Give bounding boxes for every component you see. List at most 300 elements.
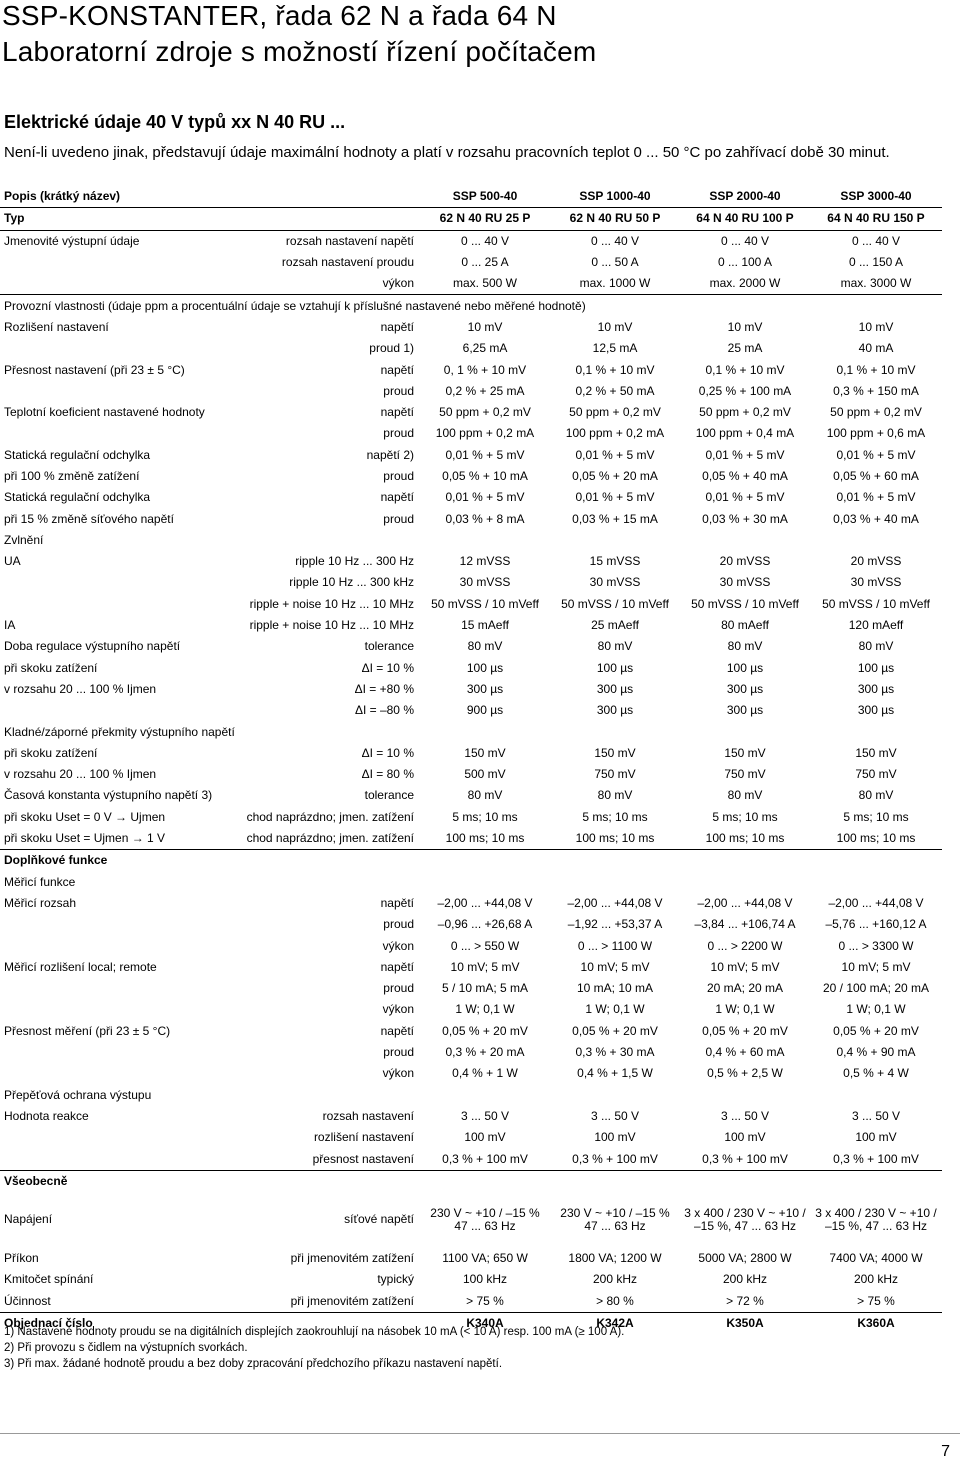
value-cell: 100 mV	[724, 1130, 766, 1145]
value-cell: 0,01 % + 5 mV	[575, 490, 655, 505]
value-cell: K340A	[420, 1312, 550, 1334]
row-parameter: napětí	[380, 959, 414, 974]
value-cell: 20 mVSS	[850, 554, 902, 569]
value-cell: 0,4 % + 1 W	[452, 1066, 518, 1081]
value-cell: 3 ... 50 V	[720, 1108, 770, 1123]
value-cell: 0,3 % + 30 mA	[575, 1045, 655, 1060]
value-cell: > 72 %	[726, 1293, 764, 1308]
row-parameter: rozlišení nastavení	[313, 1130, 414, 1145]
value-cell: 10 mV	[467, 319, 503, 334]
footnote-1: 1) Nastavené hodnoty proudu se na digitálních displejích zaokrouhlují na násobek 10 mA (< 10 A) resp. 100 mA (≥ 100 A).	[4, 1326, 625, 1338]
row-label: v rozsahu 20 ... 100 % Ijmen	[4, 767, 157, 782]
row-label: Kmitočet spínání	[4, 1272, 94, 1287]
value-cell	[680, 530, 810, 551]
value-cell: 0,3 % + 100 mV	[702, 1151, 788, 1166]
value-cell	[550, 850, 680, 872]
row-parameter: napětí	[380, 405, 414, 420]
value-cell: 200 kHz	[592, 1272, 638, 1287]
row-label: Rozlišení nastavení	[4, 319, 109, 334]
row-parameter: ripple + noise 10 Hz ... 10 MHz	[249, 618, 414, 633]
table-row	[0, 1063, 942, 1084]
value-cell: 0,3 % + 20 mA	[445, 1045, 525, 1060]
table-row	[0, 359, 942, 380]
row-label: při skoku Uset = Ujmen → 1 V	[4, 831, 166, 846]
footnote-3: 3) Při max. žádané hodnotě proudu a bez doby zpracování předchozího příkazu nastavení napětí.	[4, 1358, 503, 1370]
value-cell: 1 W; 0,1 W	[585, 1002, 645, 1017]
value-cell: 100 µs	[596, 660, 634, 675]
row-label	[0, 252, 232, 273]
value-cell: 80 mAeff	[721, 618, 769, 633]
value-cell: 50 mVSS / 10 mVeff	[822, 596, 930, 611]
value-cell: 30 mVSS	[459, 575, 511, 590]
value-cell: 0 ... > 3300 W	[838, 938, 914, 953]
row-label: při skoku Uset = 0 V → Ujmen	[4, 809, 166, 824]
value-cell: 300 µs	[596, 703, 634, 718]
row-label: Provozní vlastnosti (údaje ppm a procentuální údaje se vztahují k příslušné nastavené nebo měřené hodnotě)	[0, 295, 942, 317]
row-parameter: ripple + noise 10 Hz ... 10 MHz	[249, 596, 414, 611]
value-cell: 5 / 10 mA; 5 mA	[441, 981, 529, 996]
row-parameter: výkon	[382, 1066, 414, 1081]
table-row	[0, 208, 942, 230]
value-cell: 0,5 % + 2,5 W	[707, 1066, 783, 1081]
value-cell: 15 mAeff	[461, 618, 509, 633]
value-cell: 0 ... 40 V	[420, 230, 550, 252]
row-parameter: při jmenovitém zatížení	[290, 1293, 414, 1308]
value-cell	[680, 850, 810, 872]
value-cell: 80 mV	[727, 639, 763, 654]
row-label	[0, 1127, 232, 1148]
value-cell: max. 500 W	[452, 276, 518, 291]
value-cell: 0,01 % + 5 mV	[575, 447, 655, 462]
value-cell: 5 ms; 10 ms	[452, 809, 518, 824]
value-cell: –2,00 ... +44,08 V	[828, 895, 924, 910]
value-cell: 12 mVSS	[459, 554, 511, 569]
row-label: při 100 % změně zatížení	[4, 469, 140, 483]
row-parameter: typický	[377, 1272, 414, 1287]
value-cell: 0,03 % + 15 mA	[572, 511, 658, 526]
row-parameter: proud	[383, 917, 414, 932]
value-cell: 0,3 % + 100 mV	[833, 1151, 919, 1166]
row-parameter: ΔI = 10 %	[361, 660, 414, 675]
table-row	[0, 872, 942, 893]
value-cell: 500 mV	[464, 767, 506, 782]
row-label	[0, 338, 232, 359]
value-cell: 0,01 % + 5 mV	[836, 447, 916, 462]
value-cell: 40 mA	[858, 341, 894, 356]
value-cell	[550, 1170, 680, 1192]
value-cell: 0, 1 % + 10 mV	[443, 362, 527, 377]
value-cell: –0,96 ... +26,68 A	[437, 917, 533, 932]
table-row	[0, 487, 942, 508]
row-parameter: výkon	[382, 1002, 414, 1017]
table-row	[0, 1248, 942, 1269]
value-cell: 100 ms; 10 ms	[705, 831, 785, 846]
value-cell: > 80 %	[596, 1293, 634, 1308]
value-cell: 3 x 400 / 230 V ~ +10 / –15 %, 47 ... 63 Hz	[684, 1205, 806, 1233]
row-label: Účinnost	[4, 1293, 51, 1308]
table-row	[0, 1170, 942, 1192]
value-cell: 100 mV	[464, 1130, 506, 1145]
value-cell	[420, 1170, 550, 1192]
value-cell: 20 mVSS	[719, 554, 771, 569]
row-parameter: ΔI = –80 %	[354, 703, 414, 718]
value-cell	[420, 530, 550, 551]
value-cell: 0 ... 40 V	[680, 230, 810, 252]
value-cell: 100 ms; 10 ms	[836, 831, 916, 846]
value-cell: 0,4 % + 60 mA	[705, 1045, 785, 1060]
value-cell: 80 mV	[467, 639, 503, 654]
row-parameter: napětí	[380, 1023, 414, 1038]
value-cell: 0,05 % + 20 mA	[572, 469, 658, 483]
value-cell: 0,05 % + 20 mV	[702, 1023, 788, 1038]
table-row	[0, 785, 942, 806]
value-cell: 0,1 % + 10 mV	[575, 362, 655, 377]
row-parameter: ripple 10 Hz ... 300 Hz	[295, 554, 414, 569]
value-cell: 0,03 % + 40 mA	[833, 511, 919, 526]
value-cell	[810, 1170, 942, 1192]
value-cell: 5 ms; 10 ms	[843, 809, 909, 824]
value-cell: 1 W; 0,1 W	[455, 1002, 515, 1017]
value-cell: 0,05 % + 40 mA	[702, 469, 788, 483]
row-label	[0, 1063, 232, 1084]
value-cell: K350A	[680, 1312, 810, 1334]
row-parameter	[232, 721, 420, 742]
value-cell: 80 mV	[597, 639, 633, 654]
value-cell: 0 ... 40 V	[810, 230, 942, 252]
value-cell: max. 2000 W	[709, 276, 781, 291]
row-label: UA	[4, 554, 21, 569]
value-cell: 120 mAeff	[848, 618, 904, 633]
value-cell: 200 kHz	[853, 1272, 899, 1287]
row-parameter: napětí	[380, 362, 414, 377]
value-cell: 0,5 % + 4 W	[843, 1066, 909, 1081]
row-parameter: přesnost nastavení	[312, 1151, 414, 1166]
row-label	[0, 978, 232, 999]
value-cell: 100 ppm + 0,2 mA	[435, 426, 535, 441]
value-cell: 100 ms; 10 ms	[445, 831, 525, 846]
row-parameter: ΔI = +80 %	[354, 681, 414, 696]
table-row	[0, 615, 942, 636]
value-cell	[680, 1084, 810, 1105]
row-label: Typ	[0, 208, 232, 230]
value-cell: 0 ... > 2200 W	[707, 938, 783, 953]
row-label: Kladné/záporné překmity výstupního napětí	[4, 724, 235, 739]
table-row	[0, 721, 942, 742]
value-cell: 10 mV; 5 mV	[580, 959, 650, 974]
row-label: Zvlnění	[4, 532, 44, 547]
table-row	[0, 230, 942, 252]
value-cell: 3 ... 50 V	[460, 1108, 510, 1123]
value-cell: 25 mA	[727, 341, 763, 356]
row-label: při skoku zatížení	[4, 745, 98, 760]
value-cell: 0,25 % + 100 mA	[698, 383, 792, 398]
value-cell: 300 µs	[857, 681, 895, 696]
table-row	[0, 679, 942, 700]
row-label	[0, 423, 232, 444]
value-cell	[810, 721, 942, 742]
value-cell: 300 µs	[857, 703, 895, 718]
table-row	[0, 764, 942, 785]
value-cell: 0,2 % + 25 mA	[445, 383, 525, 398]
value-cell: 750 mV	[855, 767, 897, 782]
value-cell: 0,05 % + 60 mA	[833, 469, 919, 483]
value-cell: 0,01 % + 5 mV	[705, 490, 785, 505]
table-row	[0, 700, 942, 721]
table-row	[0, 1106, 942, 1127]
table-row	[0, 317, 942, 338]
value-cell: SSP 1000-40	[579, 189, 651, 204]
value-cell: max. 3000 W	[840, 276, 912, 291]
row-label: Měřicí rozsah	[4, 895, 77, 910]
value-cell: 20 / 100 mA; 20 mA	[822, 981, 930, 996]
table-row	[0, 957, 942, 978]
value-cell: 230 V ~ +10 / –15 % 47 ... 63 Hz	[560, 1205, 670, 1233]
row-label	[0, 700, 232, 721]
table-row	[0, 807, 942, 828]
table-row	[0, 252, 942, 273]
row-parameter	[232, 1170, 420, 1192]
value-cell: 750 mV	[594, 767, 636, 782]
row-label: Časová konstanta výstupního napětí 3)	[4, 788, 213, 803]
row-label: v rozsahu 20 ... 100 % Ijmen	[4, 681, 157, 696]
row-label: Přepěťová ochrana výstupu	[4, 1087, 152, 1102]
table-row	[0, 893, 942, 914]
value-cell: SSP 500-40	[452, 189, 518, 204]
value-cell: –2,00 ... +44,08 V	[567, 895, 663, 910]
value-cell: 5 ms; 10 ms	[582, 809, 648, 824]
row-label	[0, 594, 232, 615]
value-cell: 62 N 40 RU 50 P	[550, 208, 680, 230]
row-label: Doba regulace výstupního napětí	[4, 639, 181, 654]
value-cell: 0 ... 150 A	[848, 255, 904, 270]
value-cell	[810, 1084, 942, 1105]
row-parameter	[232, 872, 420, 893]
value-cell: 25 mAeff	[591, 618, 639, 633]
value-cell: –2,00 ... +44,08 V	[437, 895, 533, 910]
value-cell: 10 mV	[858, 319, 894, 334]
value-cell: 15 mVSS	[589, 554, 641, 569]
table-row	[0, 1269, 942, 1290]
value-cell: 10 mV; 5 mV	[841, 959, 911, 974]
row-label: Statická regulační odchylka	[4, 447, 151, 462]
value-cell: 50 ppm + 0,2 mV	[569, 405, 661, 420]
value-cell: 100 ppm + 0,4 mA	[695, 426, 795, 441]
value-cell: 300 µs	[726, 681, 764, 696]
value-cell: 100 mV	[855, 1130, 897, 1145]
value-cell: 50 mVSS / 10 mVeff	[561, 596, 669, 611]
value-cell: 100 ms; 10 ms	[575, 831, 655, 846]
row-parameter: proud	[383, 1045, 414, 1060]
value-cell: 80 mV	[727, 788, 763, 803]
row-label: Přesnost měření (při 23 ± 5 °C)	[4, 1023, 171, 1038]
row-parameter: chod naprázdno; jmen. zatížení	[246, 809, 414, 824]
row-parameter	[232, 530, 420, 551]
row-label: Objednací číslo	[0, 1312, 232, 1334]
value-cell: 100 mV	[594, 1130, 636, 1145]
row-parameter: napětí	[380, 490, 414, 505]
table-row	[0, 338, 942, 359]
row-parameter: rozsah nastavení	[322, 1108, 414, 1123]
row-label: Měřicí funkce	[4, 874, 76, 889]
value-cell: 12,5 mA	[592, 341, 638, 356]
row-label: Měřicí rozlišení local; remote	[4, 959, 157, 974]
value-cell	[420, 721, 550, 742]
row-parameter: rozsah nastavení napětí	[232, 230, 420, 252]
value-cell: 0,4 % + 1,5 W	[577, 1066, 653, 1081]
table-row	[0, 935, 942, 956]
value-cell: 64 N 40 RU 100 P	[680, 208, 810, 230]
value-cell: 100 ppm + 0,2 mA	[565, 426, 665, 441]
value-cell	[420, 872, 550, 893]
value-cell: 5 ms; 10 ms	[712, 809, 778, 824]
value-cell: 62 N 40 RU 25 P	[420, 208, 550, 230]
row-label: Popis (krátký název)	[4, 189, 121, 204]
value-cell	[680, 872, 810, 893]
row-parameter: síťové napětí	[344, 1212, 414, 1227]
row-parameter: proud	[383, 383, 414, 398]
row-label	[0, 381, 232, 402]
table-row	[0, 381, 942, 402]
table-row	[0, 978, 942, 999]
value-cell: 0,01 % + 5 mV	[836, 490, 916, 505]
value-cell: 0 ... > 1100 W	[577, 938, 653, 953]
table-row	[0, 273, 942, 295]
value-cell: 50 ppm + 0,2 mV	[439, 405, 531, 420]
row-parameter	[232, 208, 420, 230]
table-row	[0, 445, 942, 466]
row-label	[0, 1042, 232, 1063]
value-cell: 3 x 400 / 230 V ~ +10 / –15 %, 47 ... 63 Hz	[815, 1205, 937, 1233]
row-parameter: proud	[383, 511, 414, 526]
table-row	[0, 530, 942, 551]
value-cell: 50 ppm + 0,2 mV	[699, 405, 791, 420]
value-cell: –2,00 ... +44,08 V	[697, 895, 793, 910]
table-row	[0, 1084, 942, 1105]
table-row	[0, 423, 942, 444]
row-parameter: ripple 10 Hz ... 300 kHz	[289, 575, 414, 590]
value-cell: 0 ... > 550 W	[450, 938, 520, 953]
row-parameter: proud	[383, 469, 414, 483]
table-row	[0, 658, 942, 679]
value-cell: 100 µs	[857, 660, 895, 675]
value-cell: 1800 VA; 1200 W	[568, 1251, 662, 1266]
row-parameter: tolerance	[364, 788, 414, 803]
value-cell	[550, 530, 680, 551]
value-cell: 6,25 mA	[462, 341, 508, 356]
table-row	[0, 551, 942, 572]
value-cell	[550, 1084, 680, 1105]
value-cell: –1,92 ... +53,37 A	[567, 917, 663, 932]
value-cell: –3,84 ... +106,74 A	[694, 917, 796, 932]
row-label	[0, 935, 232, 956]
footnote-2: 2) Při provozu s čidlem na výstupních svorkách.	[4, 1342, 248, 1354]
row-parameter: napětí 2)	[366, 447, 414, 462]
row-parameter: napětí	[380, 319, 414, 334]
table-row	[0, 743, 942, 764]
table-row	[0, 572, 942, 593]
value-cell: 50 mVSS / 10 mVeff	[431, 596, 539, 611]
value-cell: 150 mV	[724, 745, 766, 760]
row-label: Příkon	[4, 1251, 39, 1266]
row-label: IA	[4, 618, 16, 633]
value-cell: 0,05 % + 20 mV	[833, 1023, 919, 1038]
value-cell: 64 N 40 RU 150 P	[810, 208, 942, 230]
value-cell: 150 mV	[464, 745, 506, 760]
value-cell: 300 µs	[726, 703, 764, 718]
value-cell: 100 kHz	[462, 1272, 508, 1287]
page-number: 7	[941, 1443, 950, 1460]
value-cell: 0 ... 50 A	[591, 255, 639, 270]
table-row	[0, 295, 942, 317]
value-cell: SSP 3000-40	[840, 189, 912, 204]
value-cell: 0,3 % + 150 mA	[833, 383, 919, 398]
value-cell: 900 µs	[466, 703, 504, 718]
value-cell: 100 ppm + 0,6 mA	[826, 426, 926, 441]
value-cell: 750 mV	[724, 767, 766, 782]
intro-text: Není-li uvedeno jinak, představují údaje maximální hodnoty a platí v rozsahu pracovních teplot 0 ... 50 °C po zahřívací době 30 minut.	[4, 144, 890, 161]
value-cell: 10 mV; 5 mV	[450, 959, 520, 974]
value-cell: 150 mV	[594, 745, 636, 760]
table-row	[0, 508, 942, 529]
row-parameter: chod naprázdno; jmen. zatížení	[246, 831, 414, 846]
value-cell: 10 mV; 5 mV	[710, 959, 780, 974]
value-cell: 0,1 % + 10 mV	[836, 362, 916, 377]
value-cell: max. 1000 W	[579, 276, 651, 291]
title-line-1: SSP-KONSTANTER, řada 62 N a řada 64 N	[2, 0, 557, 31]
value-cell: 0 ... 40 V	[550, 230, 680, 252]
value-cell	[420, 1084, 550, 1105]
value-cell: 0,05 % + 20 mV	[572, 1023, 658, 1038]
value-cell: 0,4 % + 90 mA	[836, 1045, 916, 1060]
value-cell: 0,05 % + 20 mV	[442, 1023, 528, 1038]
bottom-rule	[0, 1433, 960, 1434]
row-label	[0, 1148, 232, 1170]
table-row	[0, 186, 942, 208]
value-cell: 0,01 % + 5 mV	[445, 447, 525, 462]
value-cell: 30 mVSS	[589, 575, 641, 590]
table-row	[0, 1042, 942, 1063]
value-cell	[550, 721, 680, 742]
row-label: Všeobecně	[0, 1170, 232, 1192]
value-cell: 5000 VA; 2800 W	[698, 1251, 792, 1266]
row-parameter: proud 1)	[369, 341, 414, 356]
table-row	[0, 828, 942, 850]
row-parameter	[232, 850, 420, 872]
row-label: Teplotní koeficient nastavené hodnoty	[4, 405, 205, 420]
value-cell: 0,3 % + 100 mV	[572, 1151, 658, 1166]
value-cell: 80 mV	[467, 788, 503, 803]
row-label	[0, 999, 232, 1020]
value-cell	[420, 850, 550, 872]
row-label	[0, 273, 232, 295]
row-parameter	[232, 1084, 420, 1105]
section-heading: Elektrické údaje 40 V typů xx N 40 RU ...	[4, 112, 346, 132]
value-cell: 80 mV	[597, 788, 633, 803]
row-parameter: výkon	[382, 938, 414, 953]
table-row	[0, 1192, 942, 1248]
row-label	[0, 572, 232, 593]
table-row	[0, 1291, 942, 1313]
value-cell: K360A	[810, 1312, 942, 1334]
value-cell: 1100 VA; 650 W	[442, 1251, 528, 1266]
value-cell: 100 µs	[466, 660, 504, 675]
value-cell: > 75 %	[857, 1293, 895, 1308]
value-cell: 1 W; 0,1 W	[715, 1002, 775, 1017]
value-cell: 7400 VA; 4000 W	[829, 1251, 923, 1266]
table-row	[0, 594, 942, 615]
value-cell: 0,2 % + 50 mA	[575, 383, 655, 398]
table-row	[0, 850, 942, 872]
